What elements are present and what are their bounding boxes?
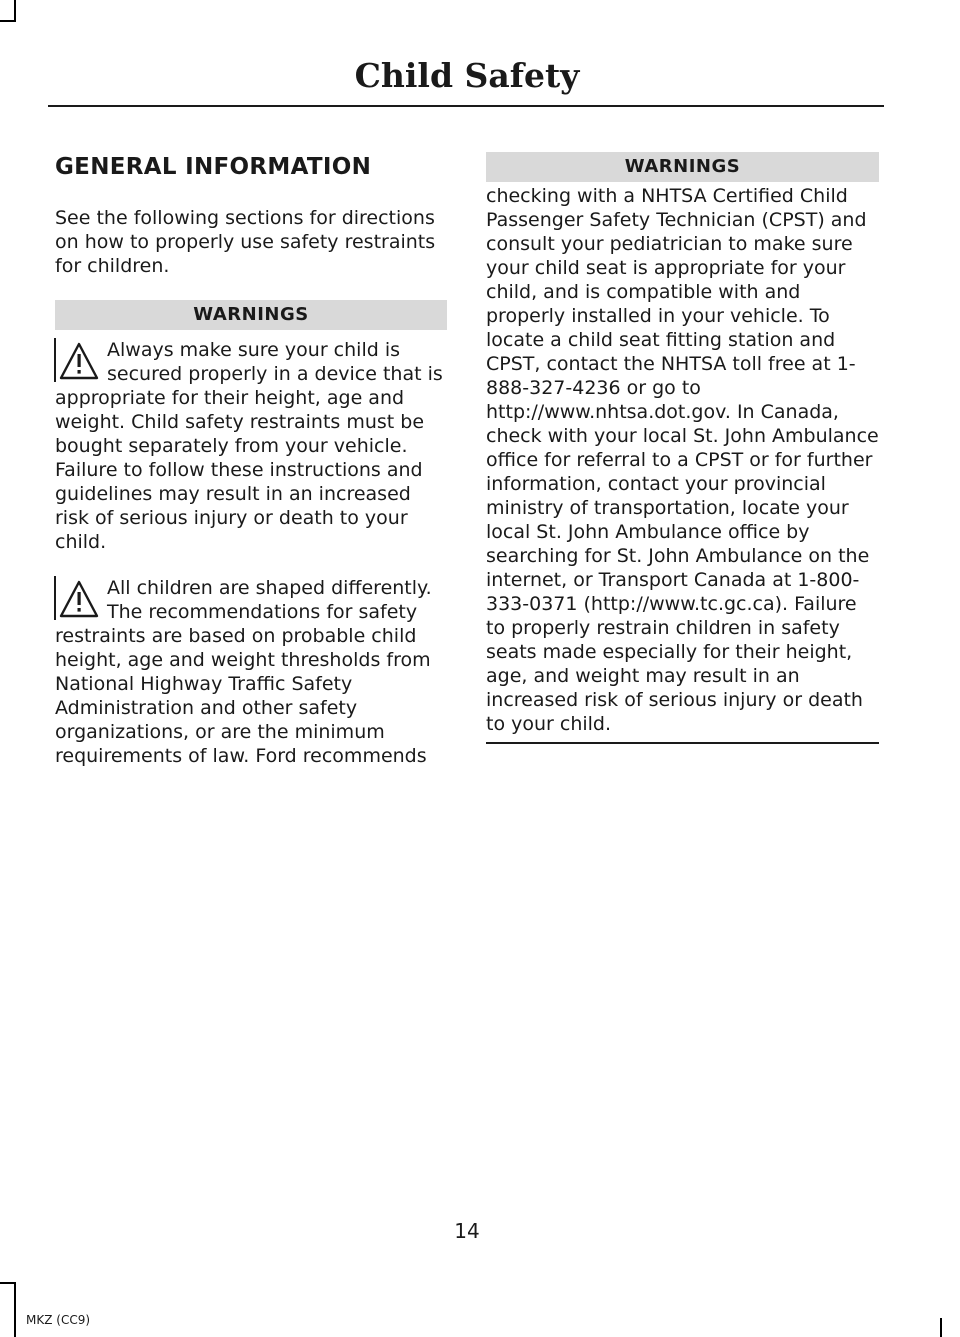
crop-mark-top-left-h xyxy=(0,20,16,22)
warning-text: Always make sure your child is secured properly in a device that is appropriate for their height, age and weight. Child safety restraints must be bought separately from your vehicle. Failure to follow these instructions and guidelines may result in an increased risk of serious injury or death to your child. xyxy=(55,339,443,553)
crop-mark-bottom-left xyxy=(14,1282,16,1337)
right-column xyxy=(486,152,879,744)
warnings-label: WARNINGS xyxy=(486,152,879,182)
section-heading: GENERAL INFORMATION xyxy=(55,154,372,180)
crop-mark-top-left xyxy=(14,0,16,20)
warnings-label: WARNINGS xyxy=(55,300,447,330)
warning-text: All children are shaped differently. The recommendations for safety restraints are based on probable child height, age and weight thresholds from National Highway Traffic Safety Administration and other safety organizations, or are the minimum requirements of law. Ford recommends xyxy=(55,577,432,767)
left-column xyxy=(55,148,447,768)
warning-item xyxy=(55,338,447,554)
intro-paragraph: See the following sections for directions on how to properly use safety restraints for children. xyxy=(55,207,436,277)
crop-mark-bottom-right xyxy=(940,1318,942,1337)
crop-mark-bottom-left-h xyxy=(0,1282,16,1284)
warning-triangle-icon xyxy=(53,338,103,382)
warnings-end-rule xyxy=(486,742,879,744)
header-rule xyxy=(48,105,884,107)
page-title: Child Safety xyxy=(354,56,580,95)
warning-triangle-icon xyxy=(53,576,103,620)
warning-item xyxy=(55,576,447,768)
page-number: 14 xyxy=(454,1219,480,1243)
model-code: MKZ (CC9) xyxy=(26,1313,91,1327)
warning-continued-text: checking with a NHTSA Certified Child Passenger Safety Technician (CPST) and consult your pediatrician to make sure your child seat is appropriate for your child, and is compatible with and properly installed in your vehicle. To locate a child seat fitting station and CPST, contact the NHTSA toll free at 1-888-327-4236 or go to http://www.nhtsa.dot.gov. In Canada, check with your local St. John Ambulance office for referral to a CPST or for further information, contact your provincial ministry of transportation, locate your local St. John Ambulance office by searching for St. John Ambulance on the internet, or Transport Canada at 1-800-333-0371 (http://www.tc.gc.ca). Failure to properly restrain children in safety seats made especially for their height, age, and weight may result in an increased risk of serious injury or death to your child. xyxy=(486,185,879,735)
